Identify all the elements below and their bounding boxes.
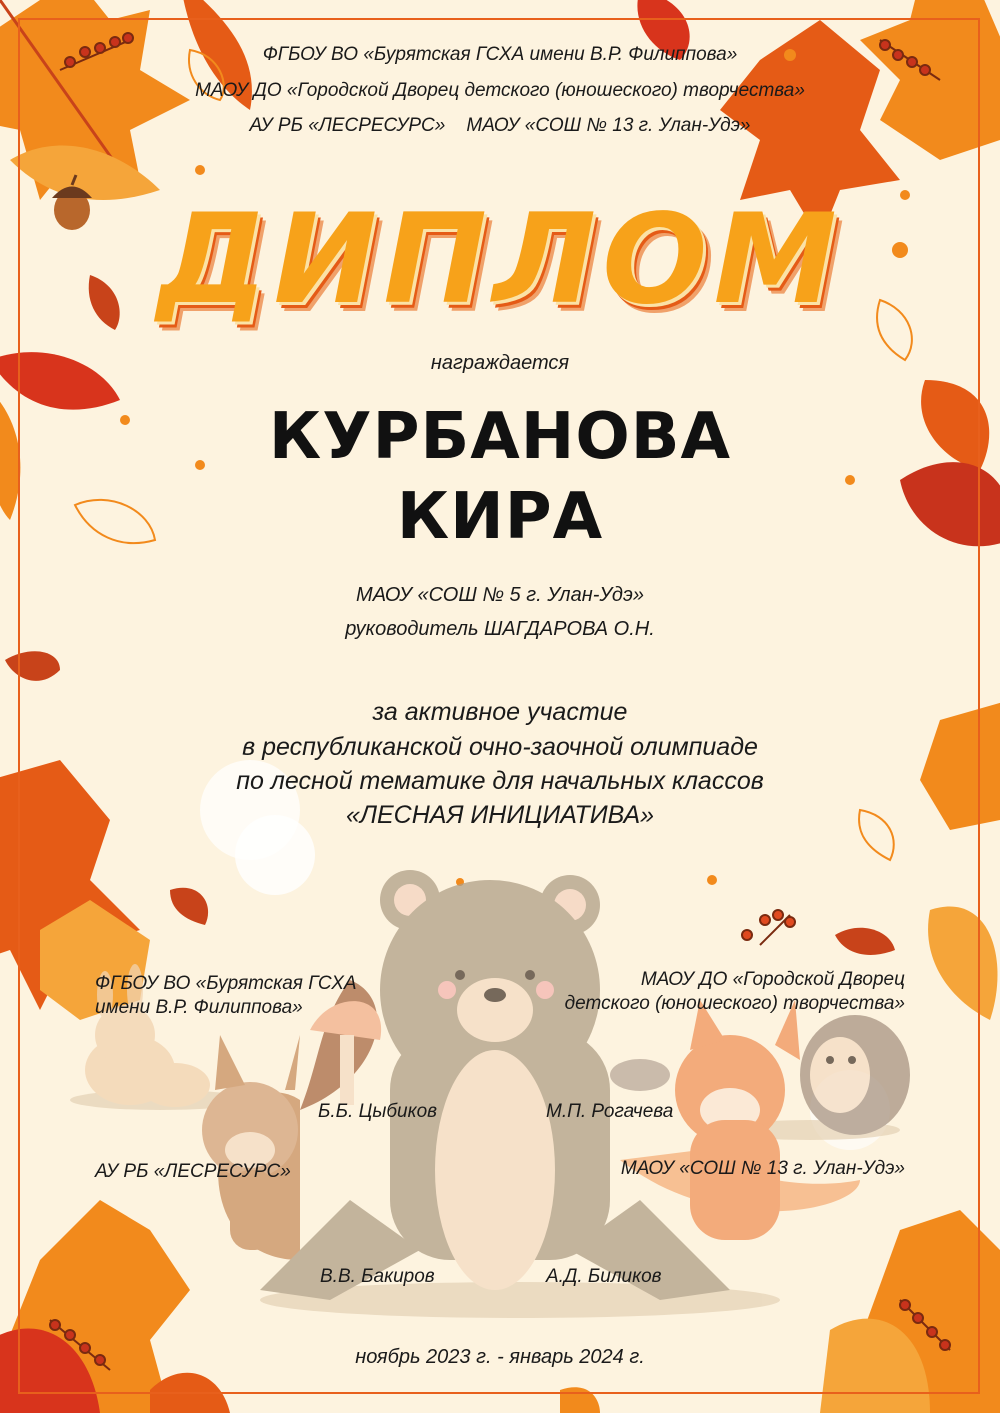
awarded-label: награждается — [430, 352, 570, 374]
signature-org-2 — [565, 968, 905, 1016]
header-org-line-2: МАОУ ДО «Городской Дворец детского (юношеского) творчества» — [195, 80, 805, 101]
diploma-title: ДИПЛОМ — [157, 188, 843, 332]
signature-person-2: М.П. Рогачева — [546, 1101, 674, 1122]
signature-org-2-line-2: детского (юношеского) творчества» — [564, 993, 905, 1014]
event-dates: ноябрь 2023 г. - январь 2024 г. — [355, 1346, 645, 1368]
reason-line-4: «ЛЕСНАЯ ИНИЦИАТИВА» — [345, 801, 655, 829]
signature-org-1-line-2: имени В.Р. Филиппова» — [95, 997, 303, 1018]
signature-person-3: В.В. Бакиров — [320, 1266, 435, 1287]
school-name: МАОУ «СОШ № 5 г. Улан-Удэ» — [356, 584, 644, 606]
signature-org-1 — [95, 972, 357, 1020]
signature-org-2-line-1: МАОУ ДО «Городской Дворец — [640, 969, 905, 990]
reason-line-3: по лесной тематике для начальных классов — [236, 767, 764, 795]
recipient-first-name: КИРА — [396, 480, 604, 554]
reason-line-2: в республиканской очно-заочной олимпиаде — [242, 733, 758, 761]
supervisor: руководитель ШАГДАРОВА О.Н. — [345, 618, 655, 640]
header-org-line-1: ФГБОУ ВО «Бурятская ГСХА имени В.Р. Филиппова» — [262, 44, 738, 65]
signature-org-4: МАОУ «СОШ № 13 г. Улан-Удэ» — [620, 1158, 905, 1179]
header-org-line-3: АУ РБ «ЛЕСРЕСУРС» МАОУ «СОШ № 13 г. Улан-Удэ» — [249, 115, 751, 136]
signature-person-1: Б.Б. Цыбиков — [318, 1101, 438, 1122]
reason-line-1: за активное участие — [372, 698, 628, 726]
recipient-last-name: КУРБАНОВА — [268, 400, 732, 474]
signature-person-4: А.Д. Биликов — [546, 1266, 662, 1287]
signature-org-3: АУ РБ «ЛЕСРЕСУРС» — [95, 1161, 291, 1182]
signature-org-1-line-1: ФГБОУ ВО «Бурятская ГСХА — [95, 973, 357, 994]
